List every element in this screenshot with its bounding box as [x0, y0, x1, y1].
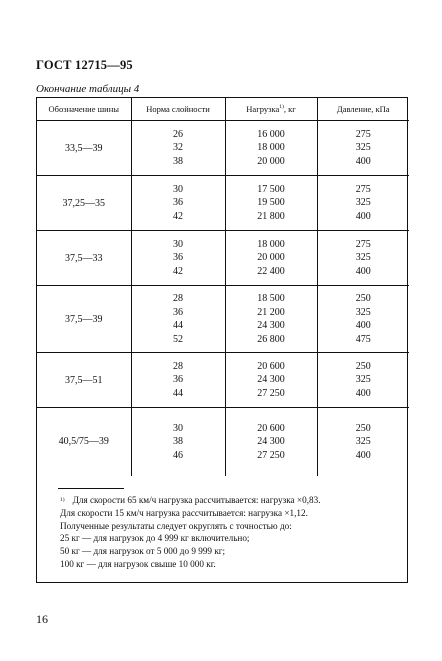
page-number: 16	[36, 612, 48, 626]
table-caption: Окончание таблицы 4	[36, 83, 140, 95]
tire-designation-cell	[37, 121, 131, 176]
pressure-value: 325	[355, 374, 371, 386]
pressure-value: 325	[355, 142, 371, 154]
pressure-value: 250	[355, 360, 371, 372]
pressure-value: 325	[355, 252, 371, 264]
ply-value: 38	[173, 155, 183, 167]
ply-value: 28	[173, 293, 183, 304]
load-cell	[225, 121, 317, 176]
pressure-value: 400	[355, 449, 371, 461]
footnote-line	[60, 507, 321, 520]
ply-value: 28	[173, 360, 183, 372]
load-header-label: Нагрузка	[246, 104, 280, 114]
tire-designation: 37,5—33	[65, 252, 103, 264]
ply-value: 36	[173, 197, 183, 209]
load-value: 24 300	[257, 374, 285, 386]
load-value: 19 500	[257, 197, 285, 209]
pressure-value: 325	[355, 436, 371, 447]
load-values	[226, 238, 317, 279]
table-row	[37, 353, 409, 408]
ply-values	[132, 292, 225, 346]
footnote-text: 25 кг — для нагрузок до 4 999 кг включительно;	[60, 533, 250, 544]
table-row	[37, 121, 409, 176]
pressure-value: 400	[355, 387, 371, 399]
footnote-line	[60, 558, 321, 571]
table-header-row	[37, 98, 409, 121]
load-value: 20 600	[257, 360, 285, 372]
table-body	[37, 121, 409, 476]
ply-value: 30	[173, 183, 183, 195]
pressure-cell	[317, 408, 409, 476]
tire-designation-cell	[37, 176, 131, 231]
pressure-value: 400	[355, 155, 371, 167]
table-row	[37, 176, 409, 231]
load-cell	[225, 408, 317, 476]
load-cell	[225, 286, 317, 353]
ply-value: 42	[173, 265, 183, 277]
pressure-value: 325	[355, 306, 371, 318]
ply-values	[132, 128, 225, 169]
tire-designation: 33,5—39	[65, 142, 103, 154]
load-value: 24 300	[257, 320, 285, 331]
load-value: 18 000	[257, 142, 285, 154]
ply-values	[132, 360, 225, 401]
ply-value: 30	[173, 422, 183, 434]
pressure-value: 275	[355, 183, 371, 195]
load-value: 18 000	[257, 238, 285, 250]
ply-cell	[131, 408, 225, 476]
ply-value: 26	[173, 128, 183, 140]
pressure-value: 325	[355, 197, 371, 209]
load-cell	[225, 176, 317, 231]
page-header: ГОСТ 12715—95	[36, 58, 133, 72]
ply-value: 52	[173, 333, 183, 345]
ply-value: 36	[173, 252, 183, 264]
pressure-values	[318, 360, 410, 401]
load-value: 16 000	[257, 128, 285, 140]
load-value: 20 600	[257, 422, 285, 434]
ply-value: 44	[173, 387, 183, 399]
footnote-text: Полученные результаты следует округлять с точностью до:	[60, 520, 292, 531]
column-header-tire: Обозначение шины	[37, 98, 131, 121]
pressure-values	[318, 128, 410, 169]
load-value: 20 000	[257, 155, 285, 167]
tire-designation: 37,25—35	[62, 197, 105, 209]
pressure-value: 275	[355, 238, 371, 250]
load-value: 22 400	[257, 265, 285, 277]
tire-designation-cell	[37, 286, 131, 353]
load-values	[226, 360, 317, 401]
ply-value: 42	[173, 210, 183, 222]
footnote-divider	[58, 488, 124, 489]
load-value: 26 800	[257, 333, 285, 345]
ply-value: 36	[173, 374, 183, 386]
pressure-values	[318, 183, 410, 224]
footnote-text: 50 кг — для нагрузок от 5 000 до 9 999 кг;	[60, 546, 226, 557]
load-value: 17 500	[257, 183, 285, 195]
ply-value: 38	[173, 436, 183, 447]
ply-cell	[131, 121, 225, 176]
load-value: 27 250	[257, 449, 285, 461]
tire-designation: 40,5/75—39	[58, 436, 109, 448]
column-header-load	[225, 98, 317, 121]
load-value: 20 000	[257, 252, 285, 264]
load-values	[226, 422, 317, 463]
pressure-value: 400	[355, 320, 371, 331]
load-value: 21 200	[257, 306, 285, 318]
load-values	[226, 128, 317, 169]
load-cell	[225, 231, 317, 286]
load-values	[226, 183, 317, 224]
ply-value: 44	[173, 320, 183, 331]
pressure-cell	[317, 121, 409, 176]
load-footnote-mark: 1)	[279, 104, 284, 111]
footnote-text: Для скорости 65 км/ч нагрузка рассчитывается: нагрузка ×0,83.	[72, 495, 321, 505]
ply-values	[132, 238, 225, 279]
ply-cell	[131, 353, 225, 408]
column-header-pressure: Давление, кПа	[317, 98, 409, 121]
column-header-ply: Норма слойности	[131, 98, 225, 121]
load-value: 24 300	[257, 436, 285, 447]
pressure-value: 275	[355, 128, 371, 140]
ply-value: 32	[173, 142, 183, 154]
ply-cell	[131, 286, 225, 353]
table-row	[37, 231, 409, 286]
footnote-block	[60, 494, 321, 571]
tire-designation: 37,5—39	[65, 313, 103, 325]
footnote-text: Для скорости 15 км/ч нагрузка рассчитывается: нагрузка ×1,12.	[60, 507, 308, 518]
ply-values	[132, 422, 225, 463]
footnote-line	[60, 520, 321, 533]
tire-designation-cell	[37, 353, 131, 408]
footnote-text: 100 кг — для нагрузок свыше 10 000 кг.	[60, 558, 216, 569]
load-values	[226, 292, 317, 346]
load-value: 27 250	[257, 387, 285, 399]
table-row	[37, 286, 409, 353]
load-value: 18 500	[257, 293, 285, 304]
pressure-values	[318, 238, 410, 279]
footnote-marker: 1)	[60, 497, 65, 503]
ply-values	[132, 183, 225, 224]
table-grid	[37, 98, 409, 476]
pressure-cell	[317, 286, 409, 353]
pressure-value: 250	[355, 422, 371, 434]
load-value: 21 800	[257, 210, 285, 222]
tire-designation: 37,5—51	[65, 374, 103, 386]
ply-cell	[131, 176, 225, 231]
footnote-line	[60, 494, 321, 507]
pressure-cell	[317, 353, 409, 408]
pressure-cell	[317, 176, 409, 231]
ply-value: 46	[173, 449, 183, 461]
load-cell	[225, 353, 317, 408]
pressure-values	[318, 422, 410, 463]
pressure-values	[318, 292, 410, 346]
pressure-value: 400	[355, 210, 371, 222]
footnote-line	[60, 545, 321, 558]
pressure-value: 475	[355, 333, 371, 345]
pressure-cell	[317, 231, 409, 286]
ply-cell	[131, 231, 225, 286]
tire-designation-cell	[37, 231, 131, 286]
tire-designation-cell	[37, 408, 131, 476]
pressure-value: 250	[355, 293, 371, 304]
pressure-value: 400	[355, 265, 371, 277]
ply-value: 30	[173, 238, 183, 250]
table-row	[37, 408, 409, 476]
ply-value: 36	[173, 306, 183, 318]
load-header-unit: , кг	[283, 104, 296, 114]
footnote-line	[60, 532, 321, 545]
